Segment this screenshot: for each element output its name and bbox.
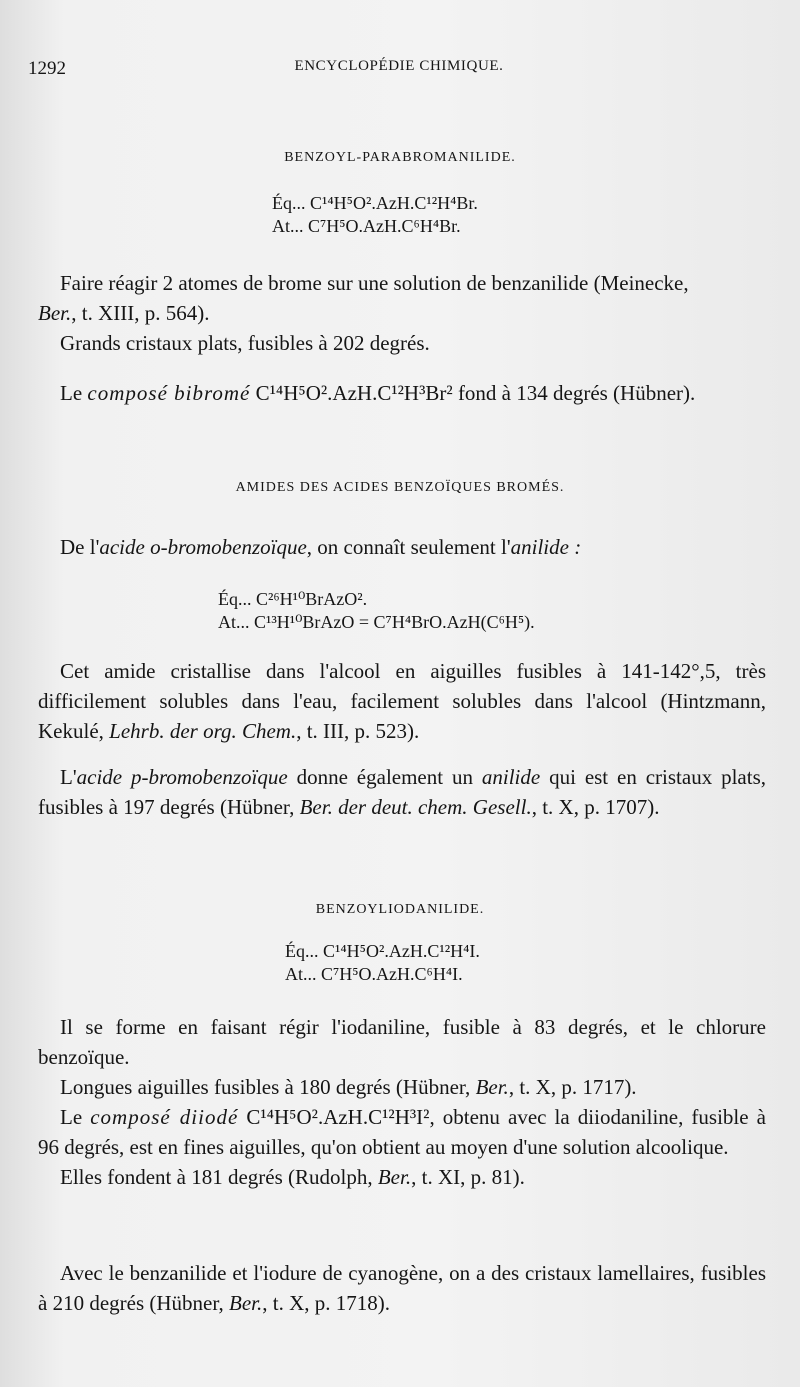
paragraph: Cet amide cristallise dans l'alcool en aiguilles fusibles à 141-142°,5, très difficilement solubles dans l'eau, facilement solubles dans l'alcool (Hintzmann, Kekulé, Lehrb. der org. Chem., t. III, p. 523).: [38, 659, 766, 743]
formula-atomic: At... C⁷H⁵O.AzH.C⁶H⁴I.: [285, 964, 463, 984]
paragraph-block: [38, 656, 766, 746]
paragraph: Elles fondent à 181 degrés (Rudolph, Ber., t. XI, p. 81).: [60, 1165, 525, 1189]
formula-atomic: At... C⁷H⁵O.AzH.C⁶H⁴Br.: [272, 216, 461, 236]
paragraph-block: [38, 532, 766, 562]
paragraph-block: [38, 1012, 766, 1192]
paragraph: De l'acide o-bromobenzoïque, on connaît seulement l'anilide :: [60, 535, 582, 559]
formula-block: [285, 940, 480, 986]
paragraph: Le composé bibromé C¹⁴H⁵O².AzH.C¹²H³Br² fond à 134 degrés (Hübner).: [60, 381, 696, 405]
paragraph-block: [38, 1258, 766, 1318]
paragraph-block: [38, 268, 766, 358]
paragraph: Grands cristaux plats, fusibles à 202 degrés.: [60, 331, 430, 355]
paragraph-block: [38, 378, 766, 408]
formula-equivalent: Éq... C¹⁴H⁵O².AzH.C¹²H⁴I.: [285, 941, 480, 961]
paragraph-block: [38, 762, 766, 822]
page-header: [28, 58, 770, 82]
formula-equivalent: Éq... C²⁶H¹⁰BrAzO².: [218, 589, 368, 609]
formula-block: [272, 192, 478, 238]
paragraph: Longues aiguilles fusibles à 180 degrés (Hübner, Ber., t. X, p. 1717).: [60, 1075, 637, 1099]
paragraph: Le composé diiodé C¹⁴H⁵O².AzH.C¹²H³I², obtenu avec la diiodaniline, fusible à 96 degrés, est en fines aiguilles, qu'on obtient au moyen d'une solution alcoolique.: [38, 1105, 766, 1159]
section-heading-amides-bromes: AMIDES DES ACIDES BENZOÏQUES BROMÉS.: [235, 480, 565, 495]
running-title: ENCYCLOPÉDIE CHIMIQUE.: [294, 58, 504, 74]
section-heading-benzoyliodanilide: BENZOYLIODANILIDE.: [315, 902, 485, 917]
paragraph: Faire réagir 2 atomes de brome sur une solution de benzanilide (Meinecke, Ber., t. XIII, p. 564).: [38, 271, 689, 325]
formula-equivalent: Éq... C¹⁴H⁵O².AzH.C¹²H⁴Br.: [272, 193, 478, 213]
paragraph: Avec le benzanilide et l'iodure de cyanogène, on a des cristaux lamellaires, fusibles à 210 degrés (Hübner, Ber., t. X, p. 1718).: [38, 1261, 766, 1315]
section-heading-benzoyl-parabromanilide: BENZOYL-PARABROMANILIDE.: [284, 150, 516, 165]
formula-atomic: At... C¹³H¹⁰BrAzO = C⁷H⁴BrO.AzH(C⁶H⁵).: [218, 612, 535, 632]
formula-block: [218, 588, 535, 634]
paragraph: Il se forme en faisant régir l'iodaniline, fusible à 83 degrés, et le chlorure benzoïque.: [38, 1015, 766, 1069]
paragraph: L'acide p-bromobenzoïque donne également un anilide qui est en cristaux plats, fusibles à 197 degrés (Hübner, Ber. der deut. chem. Gesell., t. X, p. 1707).: [38, 765, 767, 819]
page-number: 1292: [28, 58, 66, 79]
